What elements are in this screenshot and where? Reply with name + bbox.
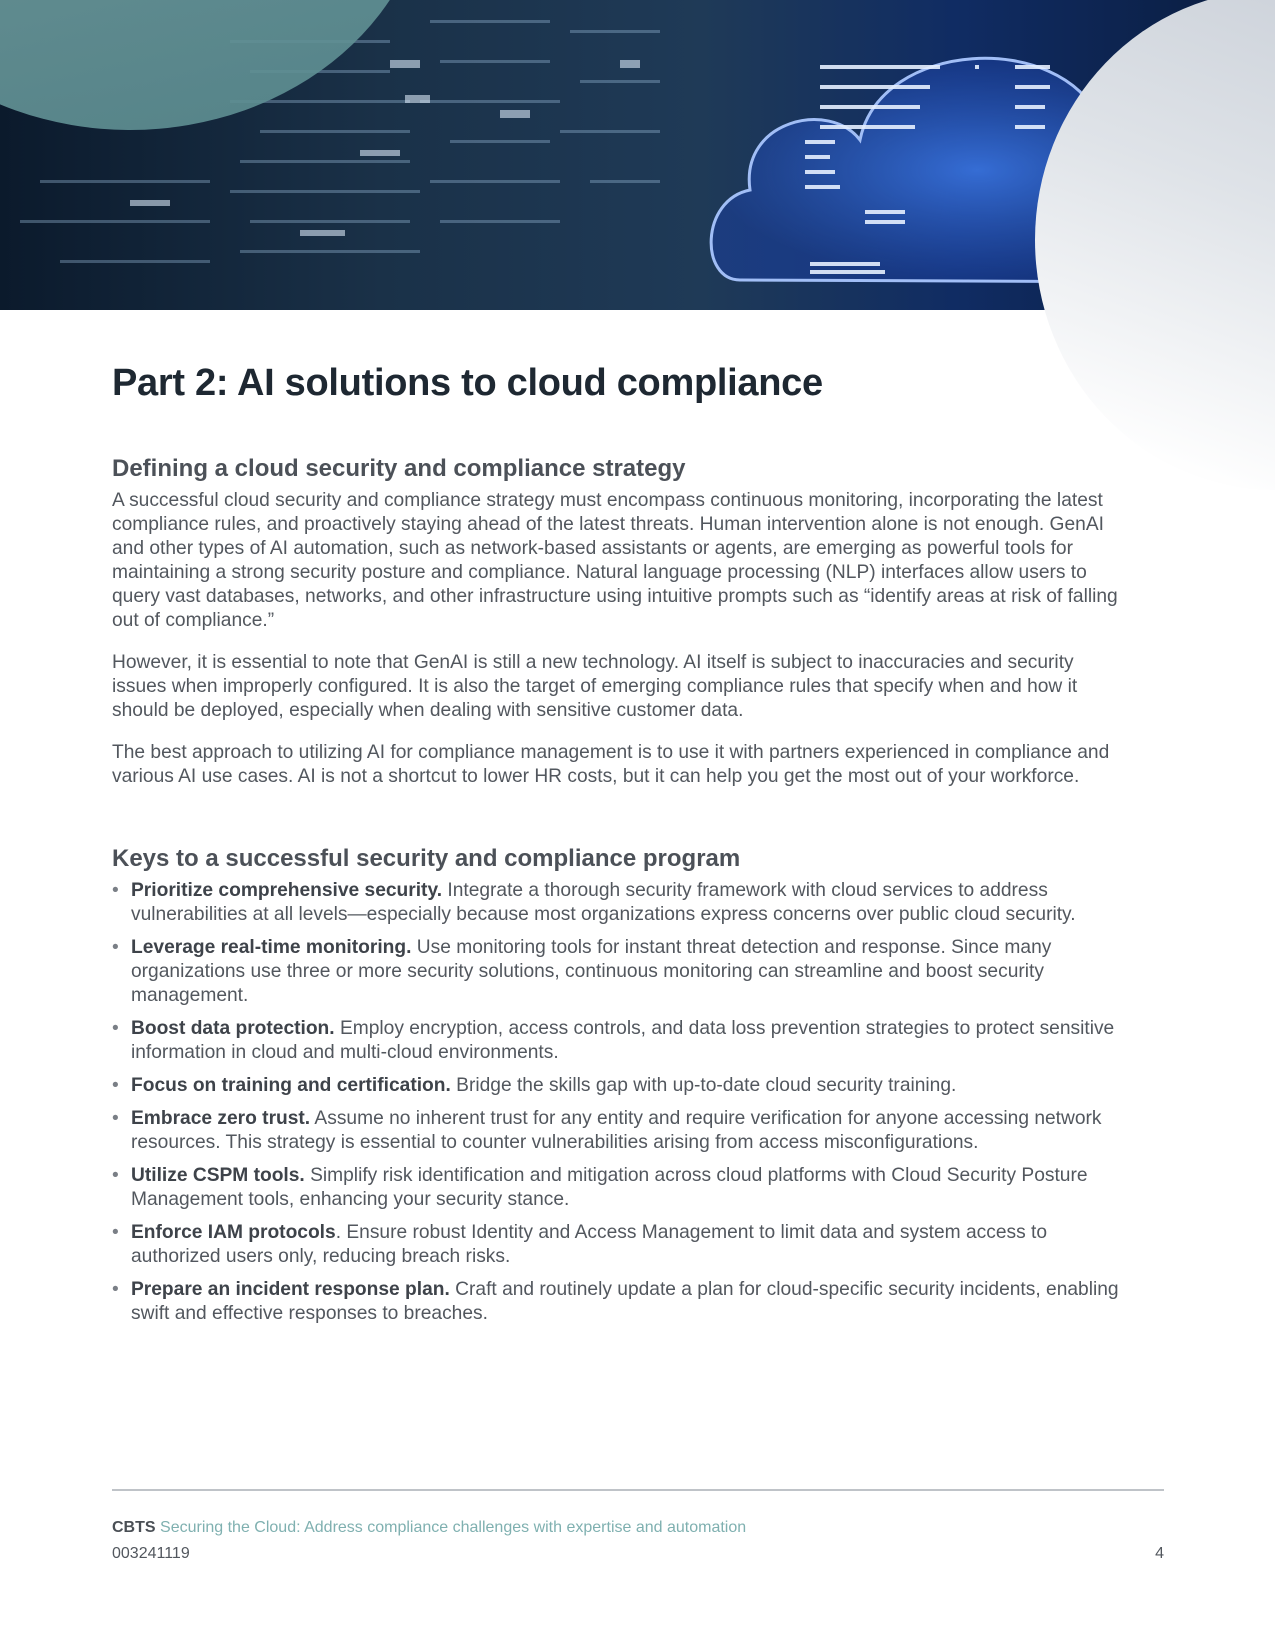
item-text: Simplify risk identification and mitigation across cloud platforms with Cloud Security Posture Management tools, enhancing your security stance.	[131, 1165, 1088, 1210]
footer-divider	[112, 1489, 1164, 1491]
paragraph: However, it is essential to note that GenAI is still a new technology. AI itself is subject to inaccuracies and security issues when improperly configured. It is also the target of emerging compliance rules that specify when and how it should be deployed, especially when dealing with sensitive customer data.	[112, 652, 1078, 721]
list-item	[112, 936, 1132, 1008]
item-lead: Prepare an incident response plan.	[131, 1279, 450, 1300]
item-text: Use monitoring tools for instant threat detection and response. Since many organizations use three or more security solutions, continuous monitoring can streamline and boost security management.	[131, 937, 1052, 1006]
item-text: . Ensure robust Identity and Access Management to limit data and system access to authorized users only, reducing breach risks.	[131, 1222, 1048, 1267]
item-lead: Leverage real-time monitoring.	[131, 937, 412, 958]
item-lead: Enforce IAM protocols	[131, 1222, 336, 1243]
bullet-icon: •	[112, 1165, 119, 1186]
paragraph: A successful cloud security and compliance strategy must encompass continuous monitoring, incorporating the latest compliance rules, and proactively staying ahead of the latest threats. Human intervention alone is not enough. GenAI and other types of AI automation, such as network-based assistants or agents, are emerging as powerful tools for maintaining a strong security posture and compliance. Natural language processing (NLP) interfaces allow users to query vast databases, networks, and other infrastructure using intuitive prompts such as “identify areas at risk of falling out of compliance.”	[112, 490, 1118, 631]
list-item	[112, 879, 1132, 927]
bullet-icon: •	[112, 1108, 119, 1129]
section-keys	[112, 845, 1132, 1335]
item-text: Craft and routinely update a plan for cloud-specific security incidents, enabling swift and effective responses to breaches.	[131, 1279, 1119, 1324]
bullet-icon: •	[112, 1222, 119, 1243]
item-lead: Embrace zero trust.	[131, 1108, 311, 1129]
section-strategy	[112, 455, 1127, 807]
item-text: Employ encryption, access controls, and data loss prevention strategies to protect sensitive information in cloud and multi-cloud environments.	[131, 1018, 1115, 1063]
list-item	[112, 1017, 1132, 1065]
item-lead: Focus on training and certification.	[131, 1075, 451, 1096]
footer-doc-title: Securing the Cloud: Address compliance challenges with expertise and automation	[160, 1519, 747, 1536]
page-title: Part 2: AI solutions to cloud compliance	[112, 362, 823, 404]
item-lead: Utilize CSPM tools.	[131, 1165, 305, 1186]
list-item	[112, 1074, 1132, 1098]
item-lead: Prioritize comprehensive security.	[131, 880, 443, 901]
list-item	[112, 1164, 1132, 1212]
bullet-icon: •	[112, 1018, 119, 1039]
item-text: Bridge the skills gap with up-to-date cloud security training.	[450, 1075, 957, 1096]
list-item	[112, 1107, 1132, 1155]
bullet-icon: •	[112, 937, 119, 958]
keys-list	[112, 879, 1132, 1326]
item-text: Integrate a thorough security framework with cloud services to address vulnerabilities at all levels—especially because most organizations express concerns over public cloud security.	[131, 880, 1076, 925]
bullet-icon: •	[112, 1075, 119, 1096]
item-lead: Boost data protection.	[131, 1018, 335, 1039]
item-text: Assume no inherent trust for any entity and require verification for anyone accessing network resources. This strategy is essential to counter vulnerabilities arising from access misconfigurations.	[131, 1108, 1102, 1153]
paragraph: The best approach to utilizing AI for compliance management is to use it with partners experienced in compliance and various AI use cases. AI is not a shortcut to lower HR costs, but it can help you get the most out of your workforce.	[112, 742, 1110, 787]
section-heading: Defining a cloud security and compliance strategy	[112, 455, 686, 482]
footer-doc-code: 003241119	[112, 1545, 190, 1562]
list-item	[112, 1278, 1132, 1326]
footer-title-line	[112, 1519, 746, 1537]
section-heading: Keys to a successful security and compliance program	[112, 845, 741, 872]
bullet-icon: •	[112, 880, 119, 901]
page-number: 4	[1155, 1545, 1164, 1562]
bullet-icon: •	[112, 1279, 119, 1300]
list-item	[112, 1221, 1132, 1269]
footer-brand: CBTS	[112, 1519, 156, 1536]
